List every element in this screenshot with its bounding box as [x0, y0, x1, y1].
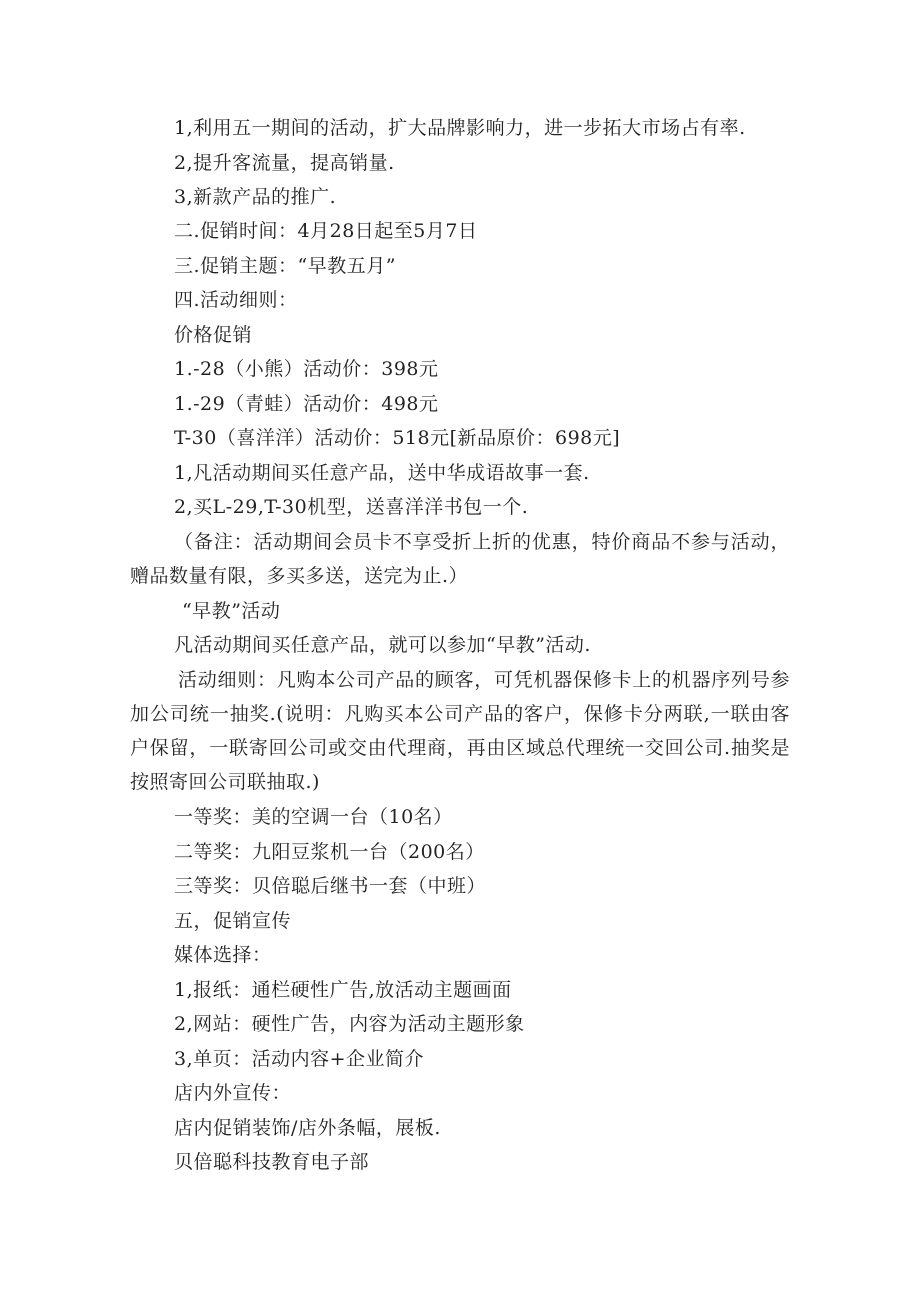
promo-publicity-heading: 五，促销宣传 [174, 910, 292, 932]
early-edu-details: 活动细则：凡购本公司产品的顾客，可凭机器保修卡上的机器序列号参加公司统一抽奖.(说明：凡购买本公司产品的客户，保修卡分两联,一联由客户保留，一联寄回公司或交由代理商，再由区域总代理统一交回公司.抽奖是按照寄回公司联抽取.) [130, 669, 790, 793]
price-item-bear: 1.-28（小熊）活动价：398元 [174, 358, 439, 380]
price-promo-heading: 价格促销 [174, 324, 253, 346]
price-item-frog: 1.-29（青蛙）活动价：498元 [174, 393, 439, 415]
activity-rules-heading: 四.活动细则： [174, 289, 298, 311]
media-item-website: 2,网站：硬性广告，内容为活动主题形象 [174, 1013, 525, 1035]
promo-theme: 三.促销主题：“早教五月” [174, 255, 396, 277]
goal-item-1: 1,利用五一期间的活动，扩大品牌影响力，进一步拓大市场占有率. [174, 117, 746, 139]
prize-second: 二等奖：九阳豆浆机一台（200名） [174, 841, 485, 863]
early-edu-heading: “早教”活动 [182, 600, 281, 622]
store-publicity-item: 店内促销装饰/店外条幅，展板. [174, 1117, 441, 1139]
promo-remark: （备注：活动期间会员卡不享受折上折的优惠，特价商品不参与活动，赠品数量有限，多买多送，送完为止.） [130, 531, 790, 587]
gift-item-2: 2,买L-29,T-30机型，送喜洋洋书包一个. [174, 496, 529, 518]
media-item-flyer: 3,单页：活动内容+企业简介 [174, 1048, 425, 1070]
goal-item-2: 2,提升客流量，提高销量. [174, 152, 395, 174]
department-signature: 贝倍聪科技教育电子部 [174, 1151, 370, 1173]
media-selection-heading: 媒体选择： [174, 944, 272, 966]
gift-item-1: 1,凡活动期间买任意产品，送中华成语故事一套. [174, 462, 590, 484]
price-item-xiyangyang: T-30（喜洋洋）活动价：518元[新品原价：698元] [174, 427, 621, 449]
prize-first: 一等奖：美的空调一台（10名） [174, 806, 453, 828]
early-edu-intro: 凡活动期间买任意产品，就可以参加“早教”活动. [174, 634, 591, 656]
goal-item-3: 3,新款产品的推广. [174, 186, 337, 208]
store-publicity-heading: 店内外宣传： [174, 1082, 292, 1104]
prize-third: 三等奖：贝倍聪后继书一套（中班） [174, 875, 487, 897]
media-item-newspaper: 1,报纸：通栏硬性广告,放活动主题画面 [174, 979, 512, 1001]
promo-time: 二.促销时间：4月28日起至5月7日 [174, 220, 478, 242]
